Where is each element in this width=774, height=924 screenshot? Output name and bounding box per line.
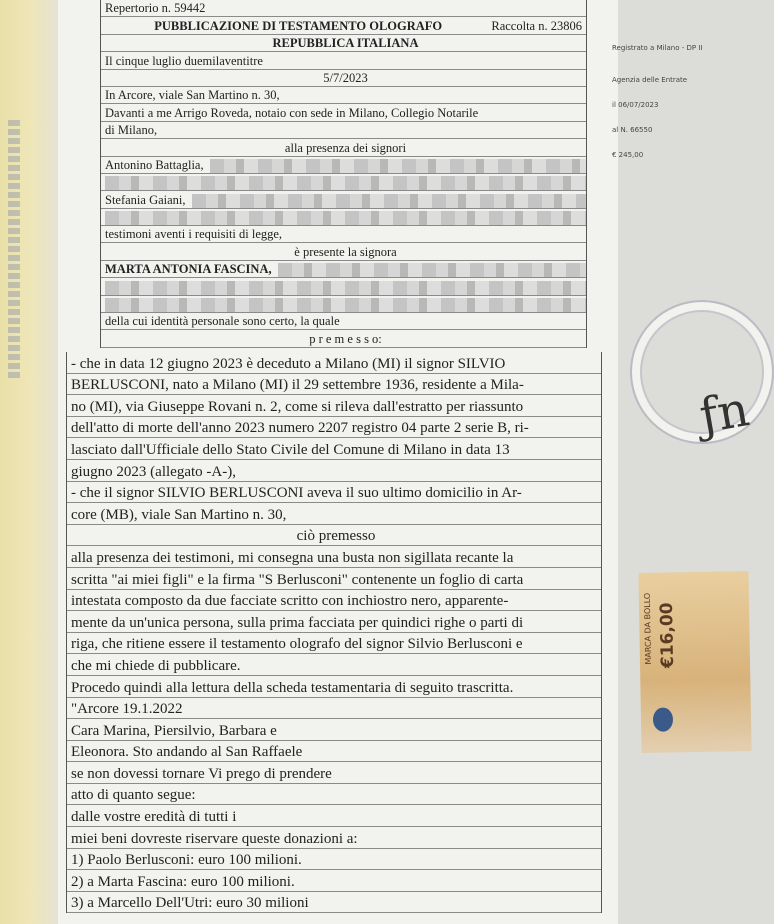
doc-line [101, 70, 586, 87]
doc-line: scritta "ai miei figli" e la firma "S Berlusconi" contenente un foglio di carta [67, 568, 601, 590]
doc-line [101, 278, 586, 295]
doc-line [101, 261, 586, 278]
doc-line: BERLUSCONI, nato a Milano (MI) il 29 settembre 1936, residente a Mila- [67, 374, 601, 396]
doc-line: core (MB), viale San Martino n. 30, [67, 503, 601, 525]
identity-line: della cui identità personale sono certo, la quale [105, 314, 340, 329]
doc-line: dell'atto di morte dell'anno 2023 numero 2207 registro 04 parte 2 serie B, ri- [67, 417, 601, 439]
doc-line: alla presenza dei testimoni, mi consegna una busta non sigillata recante la [67, 546, 601, 568]
present-line: è presente la signora [294, 244, 397, 259]
doc-line [101, 226, 586, 243]
raccolta: Raccolta n. 23806 [491, 18, 582, 33]
registration-line: Agenzia delle Entrate [612, 76, 688, 84]
redacted-block [192, 194, 586, 208]
doc-line: atto di quanto segue: [67, 784, 601, 806]
doc-line: 3) a Marcello Dell'Utri: euro 30 milioni [67, 892, 601, 914]
doc-line [101, 52, 586, 69]
premesso-heading: p r e m e s s o: [309, 331, 382, 346]
stamp-label: MARCA DA BOLLO [642, 592, 654, 665]
appearing-party-name: MARTA ANTONIA FASCINA, [105, 262, 272, 277]
notary-line: Davanti a me Arrigo Roveda, notaio con sede in Milano, Collegio Notarile [105, 105, 479, 120]
emblem-icon [653, 707, 673, 731]
revenue-stamp [638, 571, 751, 753]
doc-line [101, 296, 586, 313]
doc-line: "Arcore 19.1.2022 [67, 698, 601, 720]
left-page-edge [0, 0, 62, 924]
witness-name: Stefania Gaiani, [105, 192, 186, 207]
witness-requirements: testimoni aventi i requisiti di legge, [105, 227, 283, 242]
doc-line: miei beni dovreste riservare queste donazioni a: [67, 827, 601, 849]
doc-line: Procedo quindi alla lettura della scheda testamentaria di seguito trascritta. [67, 676, 601, 698]
doc-line: intestata composto da due facciate scritto con inchiostro nero, apparente- [67, 590, 601, 612]
redacted-block [105, 176, 586, 190]
doc-line: giugno 2023 (allegato -A-), [67, 460, 601, 482]
doc-line: riga, che ritiene essere il testamento olografo del signor Silvio Berlusconi e [67, 633, 601, 655]
repertorio: Repertorio n. 59442 [105, 1, 206, 16]
registration-line: Registrato a Milano - DP II [612, 44, 703, 52]
doc-line [101, 330, 586, 347]
doc-line: mente da un'unica persona, sulla prima facciata per quindici righe o parti di [67, 611, 601, 633]
document-header-section [100, 0, 587, 348]
redacted-block [105, 298, 586, 312]
place: In Arcore, viale San Martino n. 30, [105, 88, 280, 103]
registration-line: il 06/07/2023 [612, 101, 659, 109]
doc-line: lasciato dall'Ufficiale dello Stato Civile del Comune di Milano in data 13 [67, 438, 601, 460]
vertical-margin-text [8, 120, 20, 380]
stamp-value: €16,00 [656, 602, 679, 669]
redacted-block [105, 211, 586, 225]
doc-line: ciò premesso [67, 525, 601, 547]
redacted-block [278, 263, 586, 277]
doc-line: no (MI), via Giuseppe Rovani n. 2, come si rileva dall'estratto per riassunto [67, 395, 601, 417]
republic-heading: REPUBBLICA ITALIANA [272, 36, 419, 51]
notary-line: di Milano, [105, 123, 158, 138]
date-words: Il cinque luglio duemilaventitre [105, 53, 263, 68]
presence-line: alla presenza dei signori [284, 140, 407, 155]
doc-line: Cara Marina, Piersilvio, Barbara e [67, 719, 601, 741]
doc-line [101, 191, 586, 208]
date-numeric: 5/7/2023 [323, 70, 368, 85]
witness-name: Antonino Battaglia, [105, 157, 204, 172]
document-title: PUBBLICAZIONE DI TESTAMENTO OLOGRAFO [154, 18, 443, 33]
redacted-block [210, 159, 586, 173]
doc-line [101, 139, 586, 156]
doc-line: dalle vostre eredità di tutti i [67, 805, 601, 827]
doc-line [101, 174, 586, 191]
doc-line: - che il signor SILVIO BERLUSCONI aveva il suo ultimo domicilio in Ar- [67, 482, 601, 504]
doc-line: 2) a Marta Fascina: euro 100 milioni. [67, 870, 601, 892]
doc-line [101, 17, 586, 34]
registration-line: € 245,00 [612, 151, 644, 159]
doc-line: Eleonora. Sto andando al San Raffaele [67, 741, 601, 763]
doc-line: - che in data 12 giugno 2023 è deceduto a Milano (MI) il signor SILVIO [67, 352, 601, 374]
doc-line [101, 0, 586, 17]
doc-line: se non dovessi tornare Vi prego di prendere [67, 762, 601, 784]
doc-line [101, 104, 586, 121]
doc-line: 1) Paolo Berlusconi: euro 100 milioni. [67, 849, 601, 871]
document-body-section [66, 352, 602, 913]
doc-line [101, 87, 586, 104]
doc-line [101, 122, 586, 139]
doc-line [101, 209, 586, 226]
doc-line [101, 243, 586, 260]
redacted-block [105, 281, 586, 295]
notary-signature: ƒn [695, 381, 754, 445]
doc-line [101, 157, 586, 174]
registration-line: al N. 66550 [612, 126, 653, 134]
doc-line [101, 35, 586, 52]
doc-line [101, 313, 586, 330]
doc-line: che mi chiede di pubblicare. [67, 654, 601, 676]
